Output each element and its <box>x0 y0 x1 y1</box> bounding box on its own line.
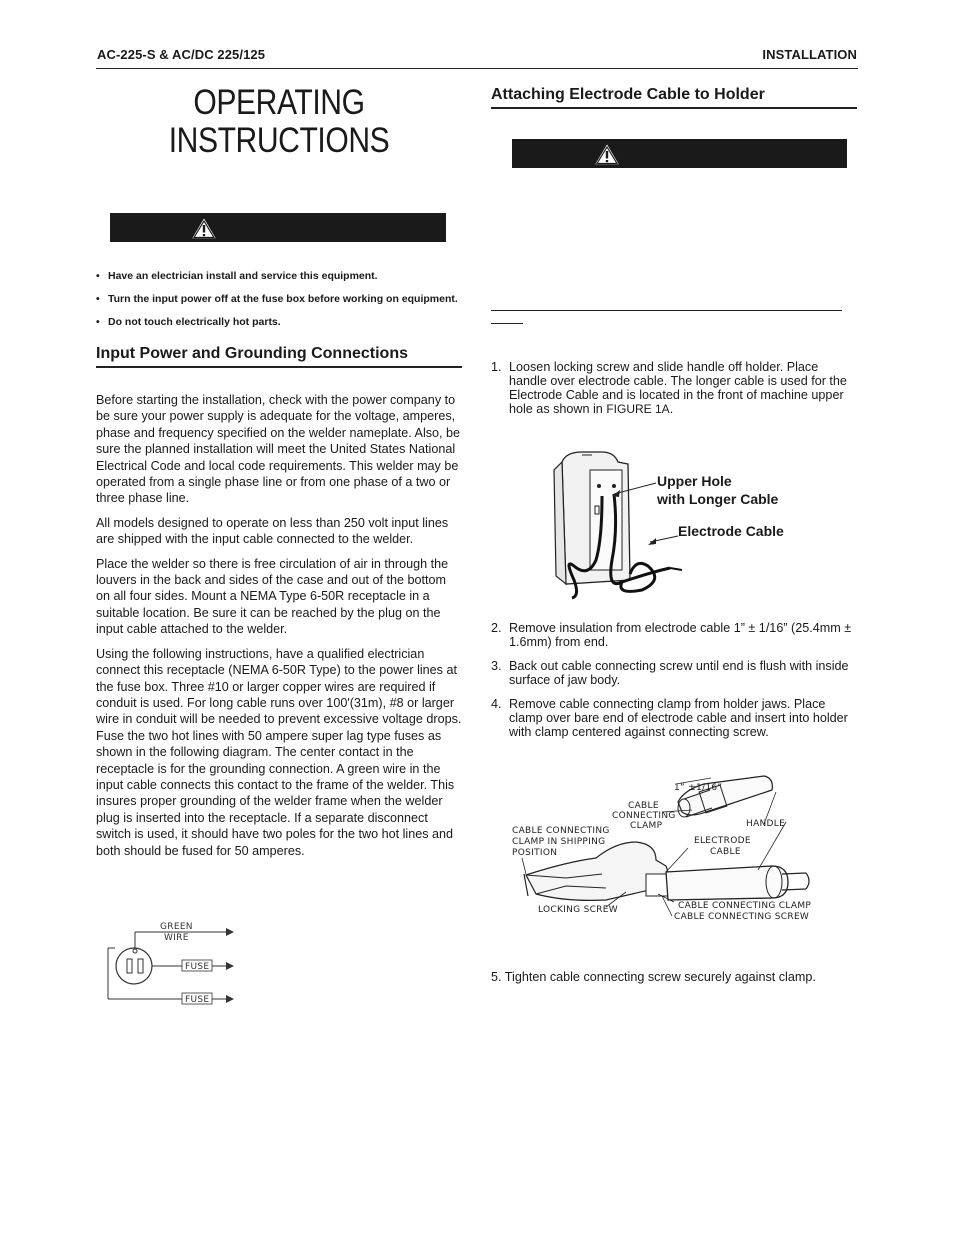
receptacle-icon <box>116 948 152 984</box>
svg-text:CLAMP: CLAMP <box>630 821 663 831</box>
step-1: 1. Loosen locking screw and slide handle off holder. Place handle over electrode cable. The longer cable is used for the Electrode Cable and is located in the front of machine upper hole as shown in FIGURE 1A. <box>491 360 847 416</box>
figure-reference: FIGURE 1A <box>606 402 670 416</box>
warning-bar-right <box>512 139 847 168</box>
page-title <box>122 84 437 160</box>
svg-text:HANDLE: HANDLE <box>746 819 786 829</box>
header-rule <box>96 68 858 69</box>
bullet-item: • Do not touch electrically hot parts. <box>96 316 281 328</box>
section-rule <box>96 366 462 368</box>
svg-text:CABLE: CABLE <box>628 801 659 811</box>
svg-text:GREEN: GREEN <box>160 922 193 932</box>
section-rule <box>491 107 857 109</box>
svg-text:ELECTRODE: ELECTRODE <box>694 836 751 846</box>
svg-text:CABLE: CABLE <box>710 847 741 857</box>
receptacle-wiring-diagram <box>100 918 245 1010</box>
warning-triangle-icon <box>593 142 621 166</box>
header-right: INSTALLATION <box>762 47 857 62</box>
section-heading-electrode-cable: Attaching Electrode Cable to Holder <box>491 86 765 103</box>
warning-triangle-icon <box>190 216 218 240</box>
electrode-holder-diagram <box>506 770 828 925</box>
title-line-2: INSTRUCTIONS <box>168 121 390 160</box>
svg-text:FUSE: FUSE <box>185 995 210 1005</box>
svg-text:CABLE CONNECTING CLAMP: CABLE CONNECTING CLAMP <box>678 901 812 911</box>
svg-text:POSITION: POSITION <box>512 848 558 858</box>
svg-text:WIRE: WIRE <box>164 933 189 943</box>
bullet-item: • Have an electrician install and service this equipment. <box>96 270 378 282</box>
svg-text:CONNECTING: CONNECTING <box>612 811 676 821</box>
svg-text:1” ±1/16”: 1” ±1/16” <box>674 783 723 793</box>
bullet-item: • Turn the input power off at the fuse box before working on equipment. <box>96 293 458 305</box>
svg-text:CABLE CONNECTING SCREW: CABLE CONNECTING SCREW <box>674 912 810 922</box>
step-3: 3. Back out cable connecting screw until end is flush with inside surface of jaw body. <box>491 659 849 687</box>
paragraph: All models designed to operate on less than 250 volt input lines are shipped with the input cable connected to the welder. <box>96 515 449 547</box>
step-5: 5. Tighten cable connecting screw securely against clamp. <box>491 970 816 984</box>
svg-text:CABLE CONNECTING: CABLE CONNECTING <box>512 826 610 836</box>
svg-text:LOCKING SCREW: LOCKING SCREW <box>538 905 618 915</box>
svg-text:CLAMP IN SHIPPING: CLAMP IN SHIPPING <box>512 837 606 847</box>
paragraph: Before starting the installation, check with the power company to be sure your power supply is adequate for the voltage, amperes, phase and frequency specified on the welder nameplate. Also, be sure the planned installation will meet the United States National Electrical Code and local code requirements. This welder may be operated from a single phase line or from one phase of a two or three phase line. <box>96 393 461 506</box>
input-power-text <box>96 392 462 867</box>
figure-label-electrode-cable: Electrode Cable <box>678 523 784 539</box>
figure-label-upper-hole: Upper Hole with Longer Cable <box>657 473 779 507</box>
divider-rule-short <box>491 323 523 324</box>
title-line-1: OPERATING <box>193 83 365 122</box>
section-heading-input-power: Input Power and Grounding Connections <box>96 345 408 362</box>
step-2: 2. Remove insulation from electrode cable 1” ± 1/16” (25.4mm ± 1.6mm) from end. <box>491 621 852 649</box>
svg-text:FUSE: FUSE <box>185 962 210 972</box>
paragraph: Using the following instructions, have a qualified electrician connect this receptacle (NEMA 6-50R Type) to the power lines at the fuse box. Three #10 or larger copper wires are required if conduit is used. For long cable runs over 100'(31m), #8 or larger wire in conduit will be needed to prevent excessive voltage drops. Fuse the two hot lines with 50 ampere super lag type fuses as shown in the following diagram. The center contact in the receptacle is for the grounding connection. A green wire in the input cable connects this contact to the frame of the welder. This insures proper grounding of the welder frame when the welder plug is inserted into the receptacle. If a separate disconnect switch is used, it should have two poles for the two hot lines and both should be fused for 50 amperes. <box>96 646 462 858</box>
divider-rule <box>491 310 842 311</box>
step-4: 4. Remove cable connecting clamp from holder jaws. Place clamp over bare end of electrode cable and insert into holder with clamp centered against connecting screw. <box>491 697 848 739</box>
header-left: AC-225-S & AC/DC 225/125 <box>97 47 266 62</box>
paragraph: Place the welder so there is free circulation of air in through the louvers in the back and sides of the case and out of the bottom on all four sides. Mount a NEMA Type 6-50R receptacle in a suitable location. Be sure it can be reached by the plug on the input cable attached to the welder. <box>96 556 449 637</box>
warning-bar-left <box>110 213 446 242</box>
